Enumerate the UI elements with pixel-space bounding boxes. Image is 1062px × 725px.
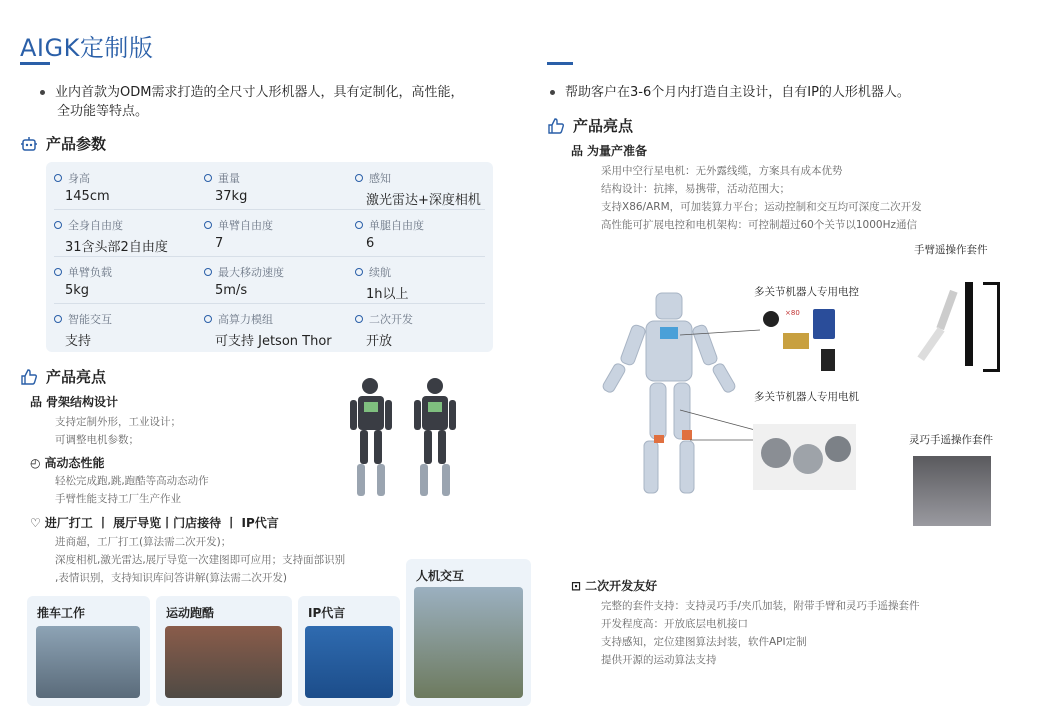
dev-title: ⊡ 二次开发友好: [571, 578, 658, 593]
param-height: 身高 145cm: [54, 170, 202, 204]
skeleton-desc: 支持定制外形，工业设计； 可调整电机参数；: [55, 416, 181, 446]
params-panel: [46, 162, 493, 352]
hierarchy-icon: 品: [571, 144, 584, 158]
left-highlights-heading: [20, 366, 106, 387]
param-arm-dof: 单臂自由度 7: [204, 217, 352, 251]
thumbs-up-icon: [20, 368, 38, 386]
arm-kit-label: 手臂遥操作套件: [914, 244, 988, 256]
bullet-dot: [550, 90, 555, 95]
dynamic-title: ◴ 高动态性能: [30, 455, 105, 470]
right-highlights-heading: [547, 115, 633, 136]
param-interaction: 智能交互 支持: [54, 311, 202, 349]
right-underline: [547, 62, 573, 65]
ip-photo: [305, 626, 393, 698]
robot-pair-image: [340, 372, 470, 507]
right-highlights-text: 产品亮点: [573, 117, 634, 135]
mass-desc: 采用中空行星电机：无外露线缆，方案具有成本优势 结构设计：抗摔，易携带，活动范围大； 支持X86/ARM，可加装算力平台；运动控制和交互均可深度二次开发 高性能可扩展电控和电机架构：可控制超过60个关节以1000Hz通信: [601, 165, 922, 231]
divider: [54, 303, 485, 304]
param-arm-load: 单臂负载 5kg: [54, 264, 202, 298]
param-speed: 最大移动速度 5m/s: [204, 264, 352, 298]
scenario-desc: 进商超，工厂打工(算法需二次开发)； 深度相机,激光雷达,展厅导览一次建图即可应用；支持面部识别 ,表情识别，支持知识库问答讲解(算法需二次开发): [55, 536, 346, 584]
left-bullet-line1: 业内首款为ODM需求打造的全尺寸人形机器人，具有定制化，高性能，: [55, 85, 464, 100]
robot-head-icon: [20, 135, 38, 153]
dev-desc: 完整的套件支持：支持灵巧手/夹爪加装，附带手臂和灵巧手遥操套件 开发程度高：开放底层电机接口 支持感知，定位建图算法封装，软件API定制 提供开源的运动算法支持: [601, 600, 920, 666]
param-dev: 二次开发 开放: [355, 311, 503, 349]
motor-image: [753, 424, 856, 490]
parkour-photo: [165, 626, 282, 698]
bullet-dot: [40, 90, 45, 95]
right-bullet-text: 帮助客户在3-6个月内打造自主设计，自有IP的人形机器人。: [565, 85, 910, 100]
gauge-icon: ◴: [30, 455, 41, 470]
param-dof: 全身自由度 31含头部2自由度: [54, 217, 202, 255]
param-endurance: 续航 1h以上: [355, 264, 503, 302]
card-hri: 人机交互: [406, 559, 531, 706]
param-weight: 重量 37kg: [204, 170, 352, 204]
hierarchy-icon: 品: [30, 395, 43, 409]
right-bullet: [550, 83, 910, 102]
controller-image: [753, 303, 858, 373]
hand-kit-image: [913, 456, 991, 526]
card-cart-work: 推车工作: [27, 596, 150, 706]
hri-photo: [414, 587, 523, 698]
arm-kit-image: [913, 276, 997, 372]
x80-label: ×80: [785, 309, 800, 317]
mass-title: 品 为量产准备: [571, 144, 648, 158]
divider: [54, 256, 485, 257]
left-bullet-line2: 全功能等特点。: [57, 104, 149, 119]
params-heading-text: 产品参数: [46, 135, 107, 153]
card-parkour: 运动跑酷: [156, 596, 292, 706]
param-leg-dof: 单腿自由度 6: [355, 217, 503, 251]
left-highlights-text: 产品亮点: [46, 368, 107, 386]
left-bullet: [40, 83, 463, 121]
thumbs-up-icon: [547, 117, 565, 135]
cart-work-photo: [36, 626, 140, 698]
divider: [54, 209, 485, 210]
card-ip: IP代言: [298, 596, 400, 706]
skeleton-title: 品 骨架结构设计: [30, 395, 119, 409]
param-perception: 感知 激光雷达+深度相机: [355, 170, 503, 208]
hand-kit-label: 灵巧手遥操作套件: [909, 434, 993, 446]
params-heading: [20, 133, 106, 154]
param-compute: 高算力模组 可支持 Jetson Thor: [204, 311, 352, 349]
title-underline: [20, 62, 50, 65]
controller-label: 多关节机器人专用电控: [754, 286, 859, 298]
heart-icon: ♡: [30, 515, 41, 530]
page-title: AIGK定制版: [20, 34, 154, 62]
terminal-icon: ⊡: [571, 578, 582, 593]
dynamic-desc: 轻松完成跑,跳,跑酷等高动态动作 手臂性能支持工厂生产作业: [55, 475, 209, 505]
motor-label: 多关节机器人专用电机: [754, 391, 859, 403]
scenario-title: ♡ 进厂打工 丨 展厅导览丨门店接待 丨 IP代言: [30, 515, 279, 530]
